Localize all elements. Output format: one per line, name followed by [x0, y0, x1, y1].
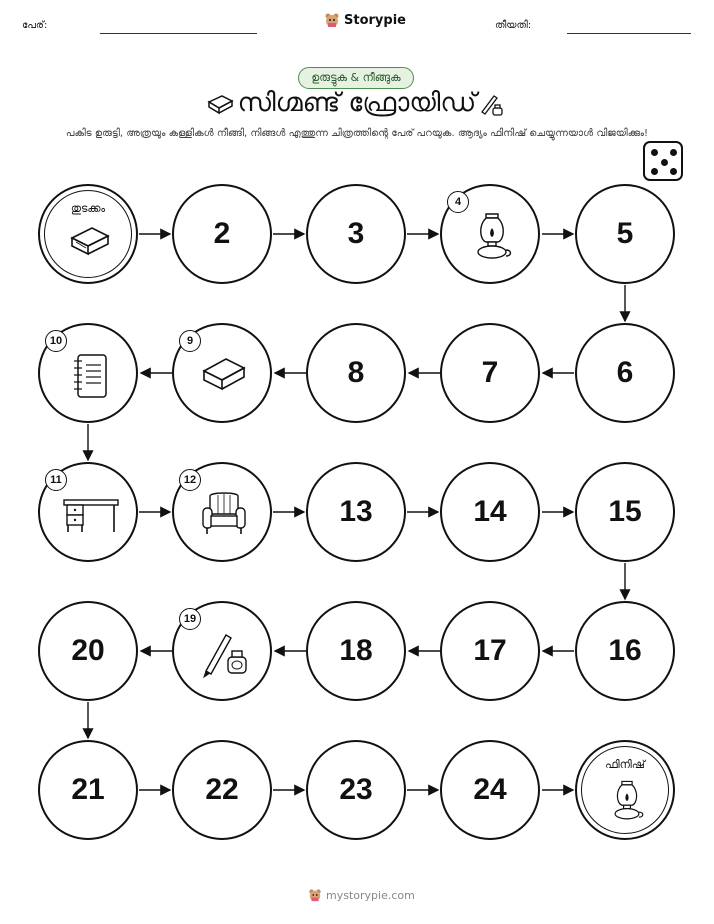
cell-number-badge: 10 — [45, 330, 67, 352]
finish-label: ഫിനിഷ് — [605, 758, 645, 771]
game-type-badge: ഉരുട്ടുക & നീങ്ങുക — [298, 67, 414, 89]
cell-4[interactable] — [440, 184, 540, 284]
cell-6[interactable]: 6 — [575, 323, 675, 423]
cell-number-badge: 12 — [179, 469, 201, 491]
pen-ink-icon — [200, 627, 250, 681]
name-label: പേര്: — [22, 20, 48, 31]
finish-cell[interactable] — [575, 740, 675, 840]
cell-19[interactable] — [172, 601, 272, 701]
cell-14[interactable]: 14 — [440, 462, 540, 562]
desk-icon — [62, 496, 120, 536]
cell-22[interactable]: 22 — [172, 740, 272, 840]
instructions: പകിട ഉരുട്ടി, അത്രയും കള്ളികൾ നീങ്ങി, നിങ്ങൾ എത്തുന്ന ചിത്രത്തിന്റെ പേര് പറയുക. ആദ്യം ഫിനിഷ് ചെയ്യുന്നയാൾ വിജയിക്കും! — [65, 128, 649, 139]
cell-8[interactable]: 8 — [306, 323, 406, 423]
cell-2[interactable]: 2 — [172, 184, 272, 284]
cell-number-badge: 11 — [45, 469, 67, 491]
cell-5[interactable]: 5 — [575, 184, 675, 284]
cell-23[interactable]: 23 — [306, 740, 406, 840]
bear-icon — [308, 888, 322, 902]
book-icon — [200, 355, 248, 395]
footer-url[interactable]: mystorypie.com — [326, 888, 415, 902]
cell-9[interactable] — [172, 323, 272, 423]
cell-12[interactable] — [172, 462, 272, 562]
cell-13[interactable]: 13 — [306, 462, 406, 562]
cell-17[interactable]: 17 — [440, 601, 540, 701]
page-title: സിഗ്മണ്ട് ഫ്രോയിഡ് — [237, 88, 477, 118]
brand-name: Storypie — [344, 12, 406, 28]
cell-7[interactable]: 7 — [440, 323, 540, 423]
armchair-icon — [200, 490, 248, 538]
footer-brand — [308, 888, 415, 902]
cell-16[interactable]: 16 — [575, 601, 675, 701]
book-icon — [68, 224, 112, 260]
oil-lamp-icon — [472, 210, 512, 264]
cell-3[interactable]: 3 — [306, 184, 406, 284]
cell-18[interactable]: 18 — [306, 601, 406, 701]
cell-11[interactable] — [38, 462, 138, 562]
oil-lamp-icon — [610, 778, 644, 824]
cell-24[interactable]: 24 — [440, 740, 540, 840]
cell-10[interactable] — [38, 323, 138, 423]
cell-number-badge: 9 — [179, 330, 201, 352]
cell-15[interactable]: 15 — [575, 462, 675, 562]
start-cell[interactable] — [38, 184, 138, 284]
cell-21[interactable]: 21 — [38, 740, 138, 840]
cell-20[interactable]: 20 — [38, 601, 138, 701]
cell-number-badge: 4 — [447, 191, 469, 213]
start-label: തുടക്കം — [70, 202, 106, 215]
date-label: തീയതി: — [495, 20, 532, 31]
notepad-icon — [70, 351, 110, 401]
cell-number-badge: 19 — [179, 608, 201, 630]
